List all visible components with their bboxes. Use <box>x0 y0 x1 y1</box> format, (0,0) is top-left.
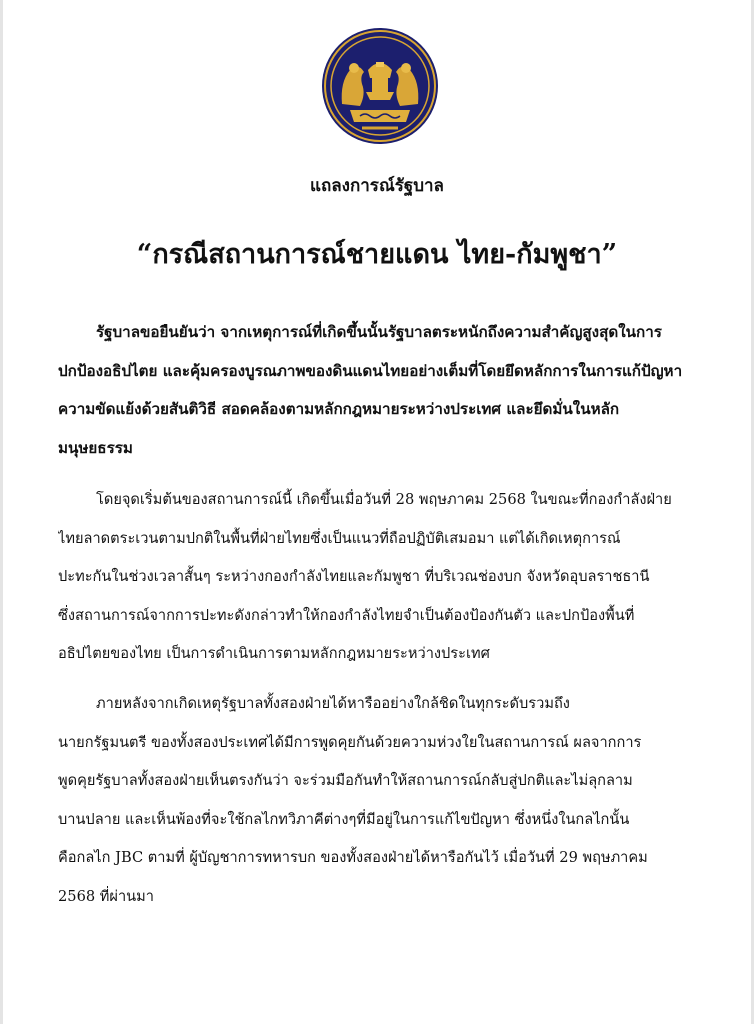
paragraph-line: มนุษยธรรม <box>58 438 133 457</box>
paragraph-2 <box>58 481 706 674</box>
paragraph-3 <box>58 685 706 916</box>
paragraph-line: ภายหลังจากเกิดเหตุรัฐบาลทั้งสองฝ่ายได้หารืออย่างใกล้ชิดในทุกระดับรวมถึง <box>96 695 570 712</box>
paragraph-line: บานปลาย และเห็นพ้องที่จะใช้กลไกทวิภาคีต่างๆที่มีอยู่ในการแก้ไขปัญหา ซึ่งหนึ่งในกลไกนั้น <box>58 810 630 828</box>
government-emblem-icon <box>320 26 440 146</box>
paragraph-line: รัฐบาลขอยืนยันว่า จากเหตุการณ์ที่เกิดขึ้นนั้นรัฐบาลตระหนักถึงความสำคัญสูงสุดในการ <box>96 323 662 341</box>
statement-title: “กรณีสถานการณ์ชายแดน ไทย-กัมพูชา” <box>136 239 618 270</box>
paragraph-line: ปกป้องอธิปไตย และคุ้มครองบูรณภาพของดินแดนไทยอย่างเต็มที่โดยยึดหลักการในการแก้ปัญหา <box>58 361 683 380</box>
paragraph-line: อธิปไตยของไทย เป็นการดำเนินการตามหลักกฎหมายระหว่างประเทศ <box>58 645 490 662</box>
paragraph-line: ซึ่งสถานการณ์จากการปะทะดังกล่าวทำให้กองกำลังไทยจำเป็นต้องป้องกันตัว และปกป้องพื้นที่ <box>58 606 635 624</box>
paragraph-line: โดยจุดเริ่มต้นของสถานการณ์นี้ เกิดขึ้นเมื่อวันที่ 28 พฤษภาคม 2568 ในขณะที่กองกำลังฝ่าย <box>96 491 672 508</box>
paragraph-line: นายกรัฐมนตรี ของทั้งสองประเทศได้มีการพูดคุยกันด้วยความห่วงใยในสถานการณ์ ผลจากการ <box>58 733 642 751</box>
page-left-edge <box>0 0 3 1024</box>
paragraph-line: ปะทะกันในช่วงเวลาสั้นๆ ระหว่างกองกำลังไทยและกัมพูชา ที่บริเวณช่องบก จังหวัดอุบลราชธานี <box>58 568 650 585</box>
paragraph-line: คือกลไก JBC ตามที่ ผู้บัญชาการทหารบก ของทั้งสองฝ่ายได้หารือกันไว้ เมื่อวันที่ 29 พฤษภาคม <box>58 849 648 866</box>
paragraph-line: ความขัดแย้งด้วยสันติวิธี สอดคล้องตามหลักกฎหมายระหว่างประเทศ และยึดมั่นในหลัก <box>58 400 620 418</box>
paragraph-line: ไทยลาดตระเวนตามปกติในพื้นที่ฝ่ายไทยซึ่งเป็นแนวที่ถือปฏิบัติเสมอมา แต่ได้เกิดเหตุการณ์ <box>58 529 621 547</box>
paragraph-1 <box>58 313 706 467</box>
paragraph-line: 2568 ที่ผ่านมา <box>58 887 154 905</box>
statement-subtitle: แถลงการณ์รัฐบาล <box>310 176 444 196</box>
paragraph-line: พูดคุยรัฐบาลทั้งสองฝ่ายเห็นตรงกันว่า จะร่วมมือกันทำให้สถานการณ์กลับสู่ปกติและไม่ลุกลาม <box>58 772 633 789</box>
